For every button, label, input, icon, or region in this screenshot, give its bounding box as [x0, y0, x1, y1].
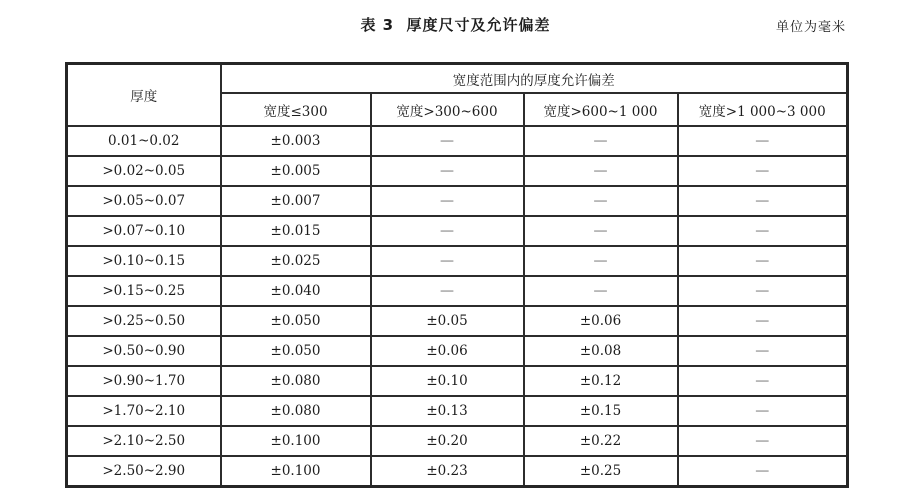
- cell-tolerance: —: [678, 276, 848, 306]
- cell-tolerance: ±0.23: [371, 456, 524, 486]
- col-header-thickness: 厚度: [67, 64, 221, 127]
- cell-tolerance: —: [371, 156, 524, 186]
- cell-tolerance: ±0.12: [524, 366, 678, 396]
- cell-tolerance: ±0.025: [221, 246, 371, 276]
- cell-tolerance: —: [678, 216, 848, 246]
- cell-tolerance: —: [524, 246, 678, 276]
- table-header: [67, 64, 848, 127]
- cell-tolerance: ±0.100: [221, 426, 371, 456]
- cell-tolerance: —: [524, 156, 678, 186]
- cell-tolerance: ±0.15: [524, 396, 678, 426]
- cell-tolerance: —: [678, 156, 848, 186]
- cell-tolerance: ±0.003: [221, 126, 371, 156]
- col-header-width-300-600: 宽度>300~600: [371, 93, 524, 126]
- table-row: [67, 306, 848, 336]
- table-row: [67, 366, 848, 396]
- caption-row: [65, 14, 846, 36]
- cell-tolerance: ±0.13: [371, 396, 524, 426]
- cell-thickness-range: >2.10~2.50: [67, 426, 221, 456]
- cell-tolerance: ±0.06: [524, 306, 678, 336]
- col-header-width-1000-3000: 宽度>1 000~3 000: [678, 93, 848, 126]
- cell-tolerance: —: [371, 216, 524, 246]
- unit-note: 单位为毫米: [775, 20, 846, 35]
- table-row: [67, 396, 848, 426]
- table-row: [67, 186, 848, 216]
- cell-thickness-range: >0.50~0.90: [67, 336, 221, 366]
- table-row: [67, 216, 848, 246]
- cell-thickness-range: >0.15~0.25: [67, 276, 221, 306]
- cell-tolerance: ±0.100: [221, 456, 371, 486]
- cell-tolerance: —: [524, 276, 678, 306]
- cell-tolerance: ±0.22: [524, 426, 678, 456]
- cell-tolerance: ±0.050: [221, 336, 371, 366]
- table-row: [67, 426, 848, 456]
- cell-tolerance: ±0.050: [221, 306, 371, 336]
- cell-thickness-range: >0.90~1.70: [67, 366, 221, 396]
- table-row: [67, 156, 848, 186]
- thickness-tolerance-table: [65, 62, 849, 488]
- table-row: [67, 126, 848, 156]
- cell-tolerance: —: [371, 276, 524, 306]
- cell-tolerance: —: [371, 246, 524, 276]
- header-row-span: [67, 64, 848, 94]
- col-header-width-600-1000: 宽度>600~1 000: [524, 93, 678, 126]
- cell-thickness-range: >0.25~0.50: [67, 306, 221, 336]
- cell-thickness-range: 0.01~0.02: [67, 126, 221, 156]
- cell-thickness-range: >0.05~0.07: [67, 186, 221, 216]
- table-body: [67, 126, 848, 486]
- cell-tolerance: —: [371, 126, 524, 156]
- cell-tolerance: —: [678, 186, 848, 216]
- span-header-tolerance: 宽度范围内的厚度允许偏差: [221, 64, 848, 94]
- cell-thickness-range: >0.02~0.05: [67, 156, 221, 186]
- table-caption: 表 3 厚度尺寸及允许偏差: [360, 16, 551, 34]
- cell-tolerance: —: [678, 126, 848, 156]
- cell-tolerance: —: [678, 336, 848, 366]
- cell-tolerance: ±0.20: [371, 426, 524, 456]
- cell-tolerance: ±0.015: [221, 216, 371, 246]
- cell-thickness-range: >0.07~0.10: [67, 216, 221, 246]
- cell-tolerance: ±0.25: [524, 456, 678, 486]
- table-row: [67, 336, 848, 366]
- cell-tolerance: ±0.06: [371, 336, 524, 366]
- cell-thickness-range: >2.50~2.90: [67, 456, 221, 486]
- table-row: [67, 276, 848, 306]
- cell-tolerance: —: [678, 366, 848, 396]
- cell-tolerance: ±0.005: [221, 156, 371, 186]
- cell-thickness-range: >1.70~2.10: [67, 396, 221, 426]
- cell-tolerance: —: [371, 186, 524, 216]
- cell-tolerance: —: [524, 186, 678, 216]
- table-row: [67, 456, 848, 486]
- cell-tolerance: —: [524, 126, 678, 156]
- cell-tolerance: —: [678, 246, 848, 276]
- cell-tolerance: ±0.007: [221, 186, 371, 216]
- cell-tolerance: —: [524, 216, 678, 246]
- cell-tolerance: —: [678, 456, 848, 486]
- cell-tolerance: ±0.080: [221, 366, 371, 396]
- cell-thickness-range: >0.10~0.15: [67, 246, 221, 276]
- cell-tolerance: ±0.05: [371, 306, 524, 336]
- cell-tolerance: ±0.040: [221, 276, 371, 306]
- cell-tolerance: —: [678, 396, 848, 426]
- cell-tolerance: ±0.08: [524, 336, 678, 366]
- cell-tolerance: ±0.080: [221, 396, 371, 426]
- col-header-width-le300: 宽度≤300: [221, 93, 371, 126]
- cell-tolerance: —: [678, 426, 848, 456]
- cell-tolerance: —: [678, 306, 848, 336]
- table-row: [67, 246, 848, 276]
- cell-tolerance: ±0.10: [371, 366, 524, 396]
